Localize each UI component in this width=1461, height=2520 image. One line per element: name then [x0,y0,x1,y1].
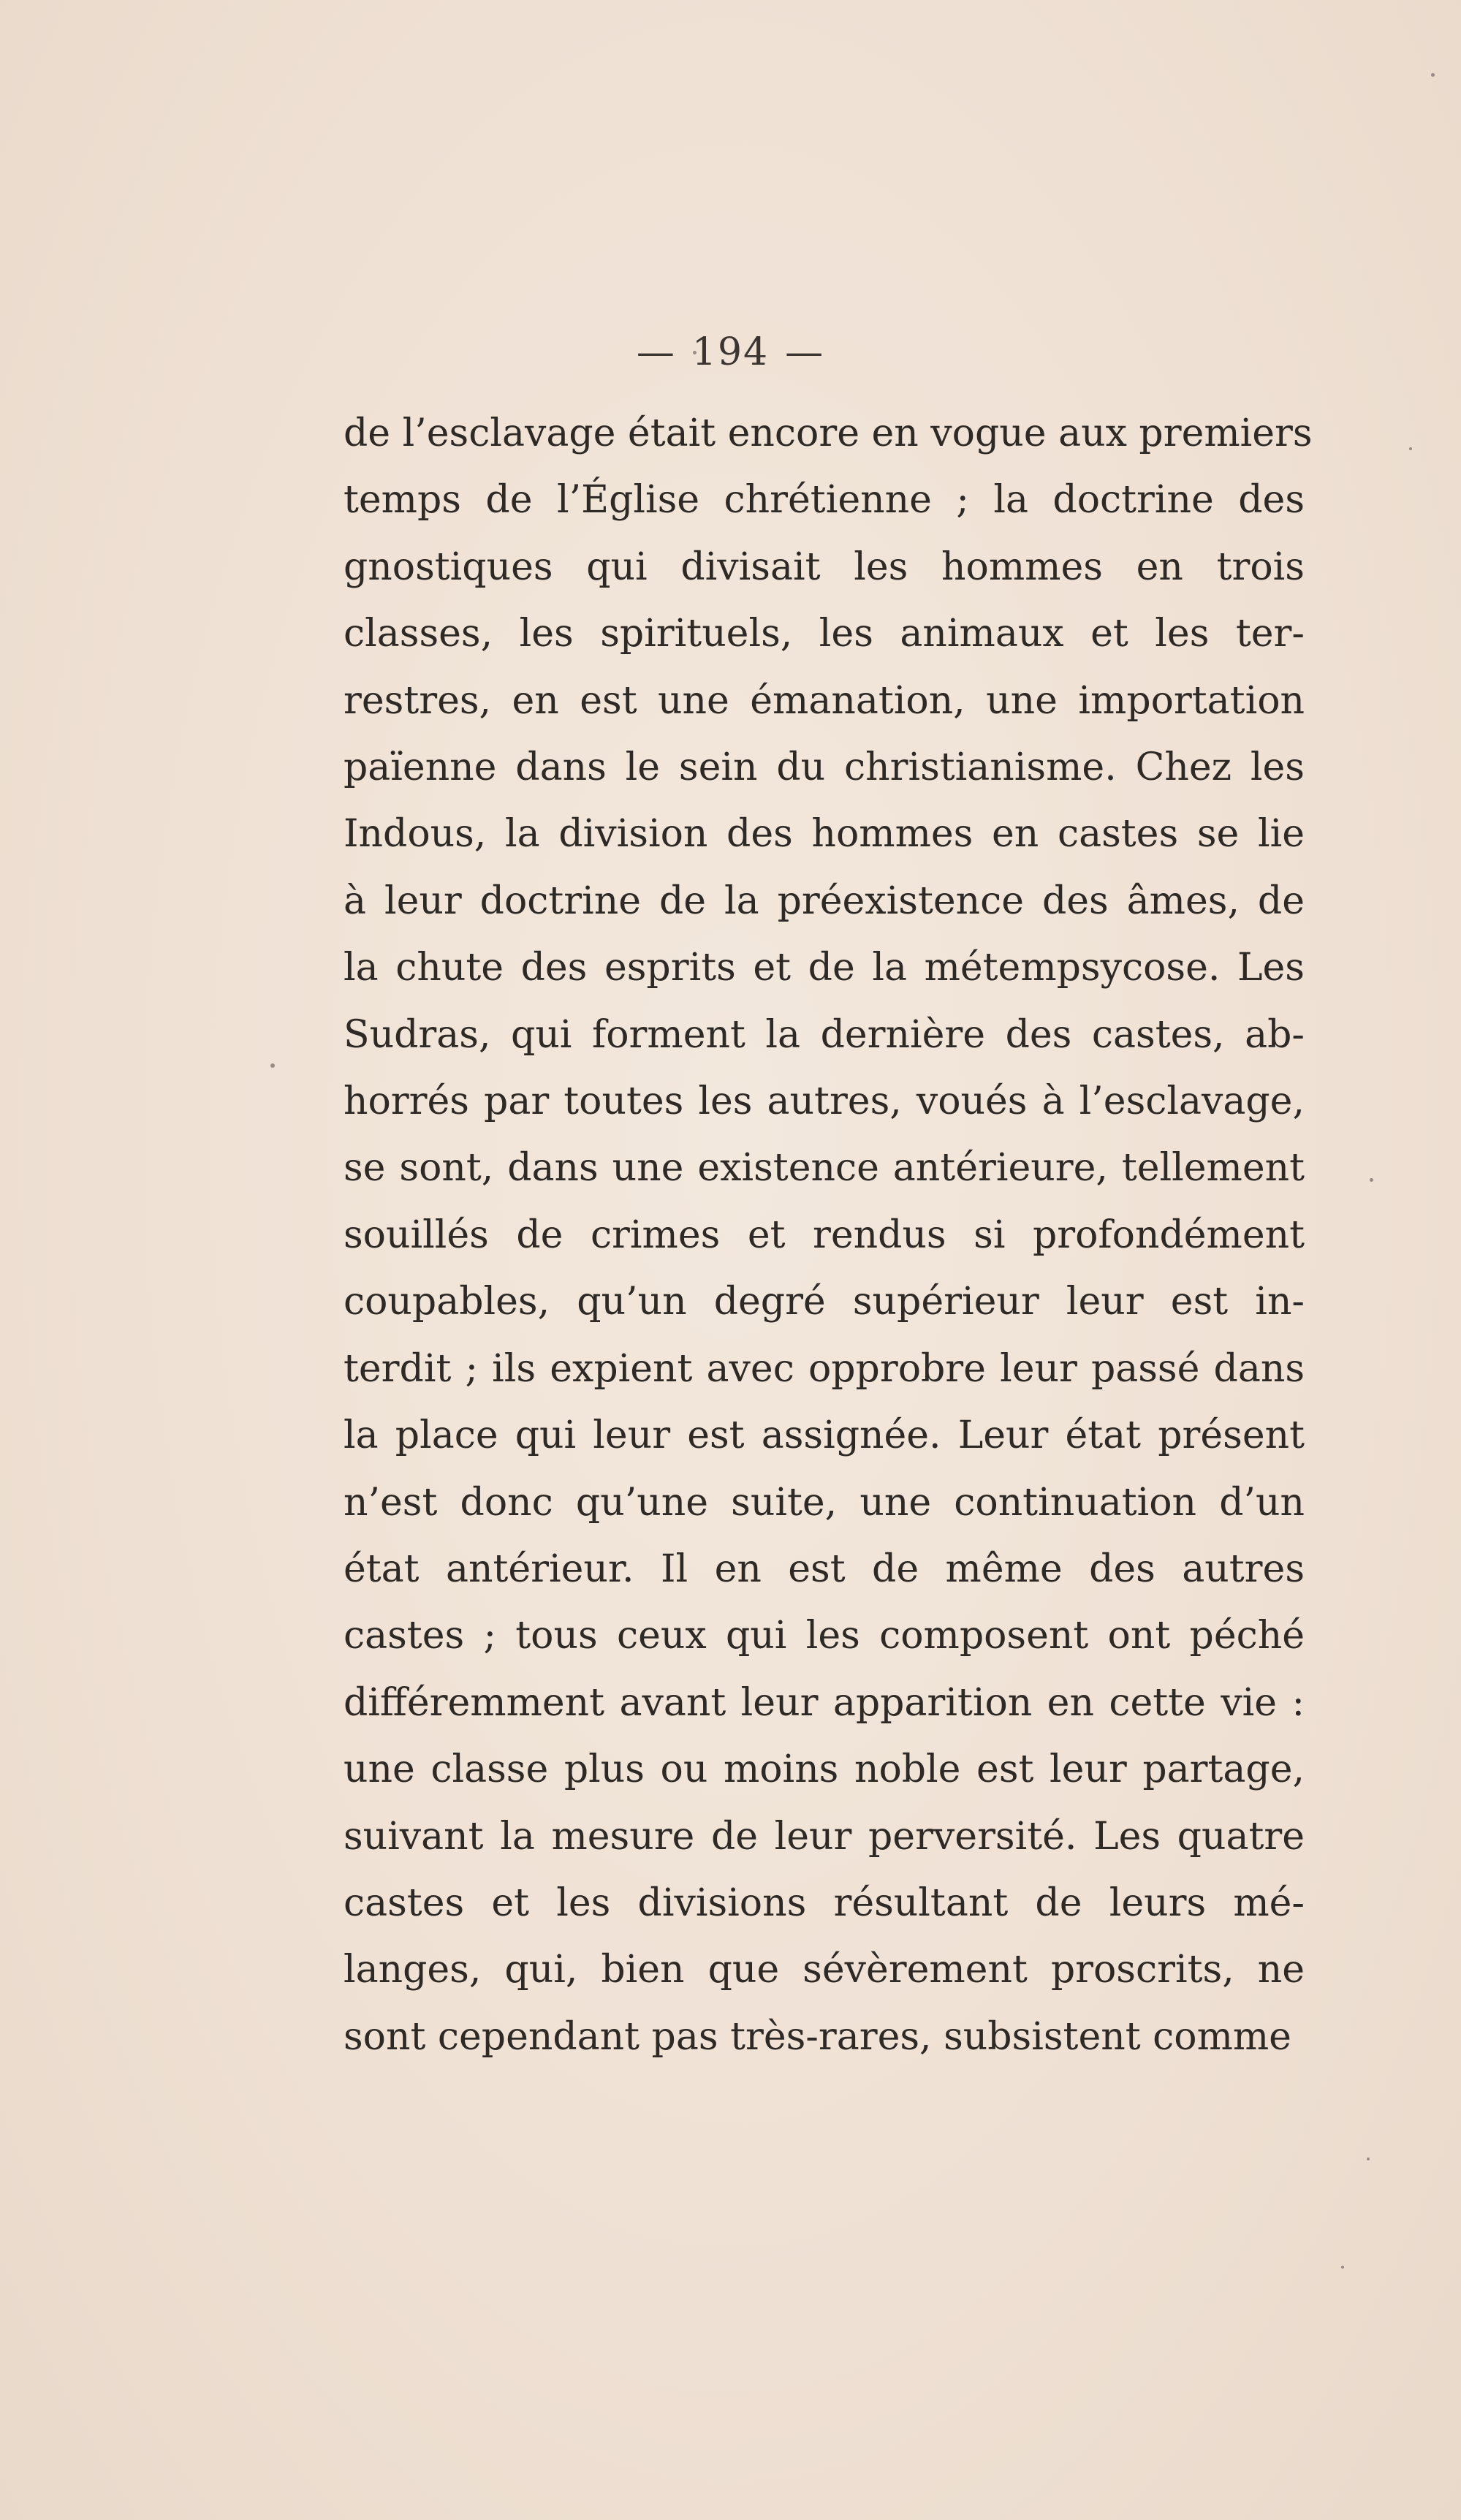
text-line: souillés de crimes et rendus si profondément [344,1212,1305,1257]
text-line: de l’esclavage était encore en vogue aux premiers [344,411,1313,455]
page-number-value: 194 [691,330,770,374]
text-line: la chute des esprits et de la métempsycose. Les [344,946,1305,990]
text-line: temps de l’Église chrétienne ; la doctrine des [344,478,1305,523]
text-line: païenne dans le sein du christianisme. Chez les [344,745,1305,790]
text-line: Sudras, qui forment la dernière des castes, ab- [344,1012,1305,1057]
text-line: horrés par toutes les autres, voués à l’esclavage, [344,1079,1305,1124]
paper-speck [1409,447,1412,450]
text-line: langes, qui, bien que sévèrement proscrits, ne [344,1948,1305,1992]
text-line: gnostiques qui divisait les hommes en trois [344,544,1305,589]
text-line: sont cependant pas très-rares, subsistent comme [344,2014,1291,2059]
text-line: n’est donc qu’une suite, une continuation d’un [344,1480,1305,1525]
text-line: castes et les divisions résultant de leurs mé- [344,1880,1305,1925]
page-number [0,330,1461,374]
paper-speck [1370,1178,1373,1182]
text-line: terdit ; ils expient avec opprobre leur passé dans [344,1346,1305,1391]
paper-speck [270,1063,275,1068]
paper-speck [1341,2266,1344,2269]
text-line: Indous, la division des hommes en castes se lie [344,812,1305,857]
text-line: castes ; tous ceux qui les composent ont péché [344,1614,1305,1658]
text-line: état antérieur. Il en est de même des autres [344,1546,1305,1591]
paper-speck [1431,73,1435,77]
text-line: classes, les spirituels, les animaux et les ter- [344,612,1305,656]
page-number-dash-left: — [636,330,676,374]
text-line: différemment avant leur apparition en cette vie : [344,1680,1305,1725]
text-line: coupables, qu’un degré supérieur leur est in- [344,1280,1305,1324]
text-line: restres, en est une émanation, une importation [344,678,1305,723]
text-line: une classe plus ou moins noble est leur partage, [344,1747,1305,1792]
text-line: se sont, dans une existence antérieure, tellement [344,1146,1305,1191]
text-line: à leur doctrine de la préexistence des âmes, de [344,878,1305,923]
text-line: la place qui leur est assignée. Leur état présent [344,1413,1305,1458]
body-text [344,401,1313,2071]
page-number-dash-right: — [785,330,825,374]
paper-speck [1367,2157,1370,2160]
text-line: suivant la mesure de leur perversité. Les quatre [344,1814,1305,1859]
